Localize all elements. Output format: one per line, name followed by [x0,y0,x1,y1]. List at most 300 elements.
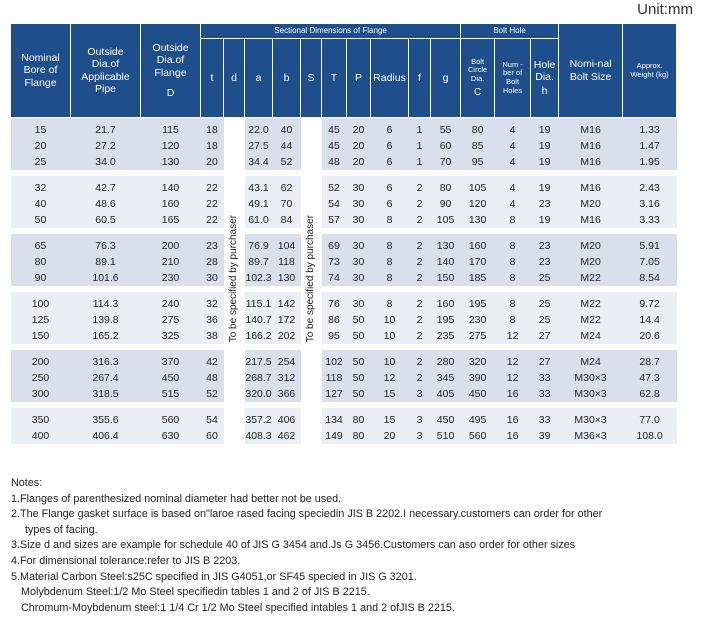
cell-P: 20 [347,154,371,170]
cell-g: 235 [431,328,461,344]
cell-g: 60 [431,138,461,154]
cell-bolt-holes: 8 [495,212,531,228]
cell-f: 2 [409,312,431,328]
cell-a: 34.4 [245,154,273,170]
cell-nominal-bore: 32 [11,176,71,196]
cell-bolt-circle: 560 [461,428,495,444]
cell-bolt-circle: 390 [461,370,495,386]
header-s: S [301,39,322,118]
cell-b: 406 [273,408,301,428]
table-row [11,196,697,212]
cell-T: 57 [322,212,347,228]
cell-P: 20 [347,138,371,154]
cell-outside-dia-pipe: 34.0 [71,154,141,170]
cell-outside-dia-flange: 240 [141,292,201,312]
cell-g: 405 [431,386,461,402]
cell-f: 2 [409,370,431,386]
header-number-of-bolt-holes: Num -ber of Bolt Holes [495,39,531,118]
cell-f: 2 [409,270,431,286]
cell-nominal-bore: 150 [11,328,71,344]
cell-t: 42 [201,350,224,370]
cell-bolt-circle: 95 [461,154,495,170]
cell-bolt-size: M30×3 [559,408,623,428]
header-nominal-bore: Nominal Bore of Flange [11,24,71,118]
header-sectional-dimensions: Sectional Dimensions of Flange [201,24,461,39]
cell-hole-dia: 27 [531,328,559,344]
cell-g: 140 [431,254,461,270]
cell-f: 2 [409,254,431,270]
cell-a: 43.1 [245,176,273,196]
cell-bolt-holes: 12 [495,370,531,386]
cell-bolt-circle: 170 [461,254,495,270]
cell-bolt-size: M20 [559,234,623,254]
cell-bolt-size: M22 [559,292,623,312]
cell-outside-dia-pipe: 60.5 [71,212,141,228]
cell-f: 2 [409,328,431,344]
cell-nominal-bore: 20 [11,138,71,154]
cell-b: 118 [273,254,301,270]
cell-bolt-holes: 16 [495,428,531,444]
table-row [11,328,697,344]
table-row [11,118,697,139]
cell-weight: 3.33 [623,212,677,228]
cell-bolt-holes: 12 [495,328,531,344]
cell-bolt-size: M22 [559,312,623,328]
cell-bolt-holes: 4 [495,176,531,196]
cell-weight: 1.95 [623,154,677,170]
cell-a: 22.0 [245,118,273,139]
cell-nominal-bore: 25 [11,154,71,170]
cell-P: 50 [347,312,371,328]
cell-t: 60 [201,428,224,444]
cell-a: 140.7 [245,314,272,326]
table-row [11,138,697,154]
cell-b: 172 [273,312,301,328]
cell-outside-dia-pipe: 48.6 [71,196,141,212]
cell-bolt-circle: 120 [461,196,495,212]
table-row [11,408,697,428]
cell-outside-dia-pipe: 42.7 [71,176,141,196]
cell-g: 345 [431,370,461,386]
cell-a: 76.9 [245,234,273,254]
cell-T: 54 [322,196,347,212]
cell-T: 45 [322,138,347,154]
header-outside-dia-pipe: Outside Dia.of Applicable Pipe [71,24,141,118]
cell-weight: 8.54 [623,270,677,286]
cell-hole-dia: 23 [531,254,559,270]
table-row [11,428,697,444]
cell-P: 30 [347,212,371,228]
cell-outside-dia-flange: 130 [141,154,201,170]
cell-outside-dia-flange: 450 [141,370,201,386]
cell-hole-dia: 25 [531,312,559,328]
cell-P: 50 [347,386,371,402]
cell-b: 52 [273,154,301,170]
header-hole-dia [531,39,559,118]
cell-P: 30 [347,292,371,312]
table-row [11,176,697,196]
cell-bolt-holes: 4 [495,196,531,212]
cell-bolt-circle: 105 [461,176,495,196]
cell-bolt-size: M16 [559,154,623,170]
cell-outside-dia-pipe: 76.3 [71,234,141,254]
cell-t: 54 [201,408,224,428]
cell-T: 52 [322,176,347,196]
cell-bolt-size: M20 [559,196,623,212]
note-2-continued: types of facing. [25,523,98,536]
cell-bolt-size: M16 [559,118,623,139]
cell-P: 30 [347,176,371,196]
cell-b: 366 [273,386,301,402]
header-hole-dia-symbol: h [541,85,548,98]
table-row [11,254,697,270]
cell-bolt-circle: 450 [461,386,495,402]
cell-outside-dia-pipe: 267.4 [71,370,141,386]
cell-t: 52 [201,386,224,402]
cell-T: 102 [322,350,347,370]
column-d-note [224,118,245,445]
cell-radius: 6 [371,118,409,139]
cell-bolt-circle: 495 [461,408,495,428]
table-row [11,154,697,170]
cell-f: 2 [409,212,431,228]
cell-a: 49.1 [245,196,273,212]
cell-g: 105 [431,212,461,228]
cell-a: 61.0 [245,212,273,228]
header-g: g [431,39,461,118]
note-1: 1.Flanges of parenthesized nominal diameter had better not be used. [11,492,342,505]
cell-outside-dia-flange: 515 [141,386,201,402]
column-s-note [301,118,322,445]
cell-g: 160 [431,292,461,312]
cell-bolt-size: M24 [559,328,623,344]
cell-t: 22 [201,212,224,228]
cell-weight: 5.91 [623,234,677,254]
cell-outside-dia-pipe: 101.6 [71,270,141,286]
header-p: P [347,39,371,118]
cell-bolt-size: M22 [559,270,623,286]
cell-a: 27.5 [245,138,273,154]
cell-hole-dia: 25 [531,292,559,312]
cell-f: 2 [409,350,431,370]
cell-f: 3 [409,408,431,428]
cell-bolt-holes: 8 [495,270,531,286]
cell-bolt-holes: 16 [495,386,531,402]
cell-g: 195 [431,312,461,328]
cell-outside-dia-flange: 230 [141,270,201,286]
header-f: f [409,39,431,118]
cell-bolt-circle: 195 [461,292,495,312]
cell-bolt-size: M30×3 [559,386,623,402]
cell-b: 142 [273,292,301,312]
cell-g: 450 [431,408,461,428]
cell-nominal-bore: 100 [11,292,71,312]
cell-f: 3 [409,428,431,444]
cell-f: 1 [409,154,431,170]
cell-nominal-bore: 65 [11,234,71,254]
cell-t: 18 [201,138,224,154]
cell-f: 1 [409,138,431,154]
cell-P: 50 [347,328,371,344]
cell-outside-dia-pipe: 165.2 [71,328,141,344]
cell-bolt-size: M36×3 [559,428,623,444]
cell-hole-dia: 19 [531,212,559,228]
cell-a: 89.7 [245,254,273,270]
table-row [11,234,697,254]
cell-bolt-holes: 8 [495,312,531,328]
header-outside-dia-flange-symbol: D [166,86,175,99]
unit-label: Unit:mm [637,1,693,18]
header-bolt-circle-label: Bolt Circle Dia. [467,56,488,84]
header-bolt-circle-dia [461,39,495,118]
cell-T: 48 [322,154,347,170]
cell-outside-dia-flange: 630 [141,428,201,444]
cell-t: 28 [201,254,224,270]
cell-nominal-bore: 300 [11,386,71,402]
cell-weight: 1.33 [623,118,677,139]
cell-b: 44 [273,138,301,154]
header-outside-dia-flange [141,24,201,118]
cell-P: 30 [347,196,371,212]
note-5-chromium: Chromum-Moybdenum steel:1 1/4 Cr 1/2 Mo Steel specified intables 1 and 2 ofJIS B 2215. [21,601,455,614]
cell-radius: 6 [371,154,409,170]
vertical-note-text: To be specified by purchaser [228,214,239,343]
cell-weight: 14.4 [623,312,677,328]
cell-T: 73 [322,254,347,270]
cell-a: 357.2 [245,408,273,428]
cell-t: 36 [201,312,224,328]
cell-outside-dia-pipe: 89.1 [71,254,141,270]
cell-weight: 2.43 [623,176,677,196]
table-row [11,292,697,312]
cell-T: 74 [322,270,347,286]
header-a: a [245,39,273,118]
header-bolt-hole: Bolt Hole [461,24,559,39]
cell-a: 268.7 [245,372,272,384]
cell-bolt-size: M30×3 [559,370,623,386]
cell-g: 80 [431,176,461,196]
cell-nominal-bore: 90 [11,270,71,286]
cell-bolt-holes: 4 [495,138,531,154]
cell-outside-dia-flange: 200 [141,234,201,254]
header-t-upper: T [322,39,347,118]
cell-t: 32 [201,292,224,312]
cell-T: 86 [322,312,347,328]
cell-T: 69 [322,234,347,254]
header-d: d [224,39,245,118]
cell-g: 280 [431,350,461,370]
cell-radius: 20 [371,428,409,444]
cell-f: 2 [409,292,431,312]
cell-g: 150 [431,270,461,286]
cell-radius: 12 [371,370,409,386]
cell-outside-dia-pipe: 355.6 [71,408,141,428]
cell-outside-dia-flange: 115 [141,118,201,139]
table-row [11,212,697,228]
cell-outside-dia-flange: 325 [141,328,201,344]
cell-outside-dia-flange: 275 [141,312,201,328]
note-4: 4.For dimensional tolerance:refer to JIS B 2203. [11,554,241,567]
vertical-note-text: To be specified by purchaser [305,214,316,343]
cell-radius: 10 [371,328,409,344]
cell-g: 55 [431,118,461,139]
cell-radius: 15 [371,408,409,428]
cell-bolt-circle: 275 [461,328,495,344]
cell-T: 134 [322,408,347,428]
cell-outside-dia-flange: 120 [141,138,201,154]
cell-radius: 6 [371,138,409,154]
cell-bolt-size: M16 [559,176,623,196]
cell-nominal-bore: 400 [11,428,71,444]
cell-bolt-holes: 4 [495,154,531,170]
cell-b: 254 [273,350,301,370]
notes-section [11,476,602,616]
cell-g: 130 [431,234,461,254]
cell-b: 104 [273,234,301,254]
cell-P: 50 [347,370,371,386]
cell-hole-dia: 33 [531,408,559,428]
cell-bolt-circle: 80 [461,118,495,139]
cell-T: 149 [322,428,347,444]
cell-bolt-size: M24 [559,350,623,370]
cell-nominal-bore: 125 [11,312,71,328]
note-3: 3.Size d and sizes are example for schedule 40 of JIS G 3454 and.Js G 3456.Customers can aso order for other sizes [11,539,576,552]
cell-hole-dia: 23 [531,234,559,254]
cell-b: 62 [273,176,301,196]
cell-radius: 6 [371,196,409,212]
cell-hole-dia: 19 [531,176,559,196]
cell-hole-dia: 23 [531,196,559,212]
table-row [11,386,697,402]
notes-title: Notes: [11,477,43,489]
header-approx-weight: Approx. Weight (kg) [623,24,677,118]
cell-bolt-size: M16 [559,138,623,154]
cell-g: 70 [431,154,461,170]
cell-radius: 10 [371,350,409,370]
cell-a: 217.5 [245,350,273,370]
cell-f: 2 [409,196,431,212]
cell-t: 38 [201,328,224,344]
note-5: 5.Material Carbon Steel:s25C specified in JIS G4051,or SF45 specied in JIS G 3201. [11,570,417,583]
cell-weight: 7.05 [623,254,677,270]
cell-radius: 8 [371,212,409,228]
cell-weight: 28.7 [623,350,677,370]
cell-hole-dia: 19 [531,118,559,139]
cell-b: 202 [273,328,301,344]
cell-weight: 47.3 [623,370,677,386]
cell-b: 40 [273,118,301,139]
cell-weight: 1.47 [623,138,677,154]
cell-bolt-holes: 8 [495,254,531,270]
cell-outside-dia-pipe: 21.7 [71,118,141,139]
cell-t: 18 [201,118,224,139]
cell-P: 20 [347,118,371,139]
table-row [11,350,697,370]
cell-a: 166.2 [245,330,272,342]
cell-a: 102.3 [245,272,272,284]
cell-bolt-circle: 85 [461,138,495,154]
cell-nominal-bore: 15 [11,118,71,139]
cell-outside-dia-flange: 165 [141,212,201,228]
cell-hole-dia: 25 [531,270,559,286]
cell-bolt-circle: 160 [461,234,495,254]
cell-outside-dia-pipe: 114.3 [71,292,141,312]
cell-b: 70 [273,196,301,212]
cell-outside-dia-pipe: 318.5 [71,386,141,402]
cell-b: 130 [273,270,301,286]
cell-t: 22 [201,176,224,196]
cell-outside-dia-pipe: 406.4 [71,428,141,444]
cell-radius: 8 [371,234,409,254]
cell-T: 45 [322,118,347,139]
cell-weight: 9.72 [623,292,677,312]
header-outside-dia-flange-label: Outside Dia.of Flange [152,42,189,79]
cell-hole-dia: 27 [531,350,559,370]
cell-radius: 8 [371,270,409,286]
cell-P: 30 [347,270,371,286]
cell-t: 22 [201,196,224,212]
cell-radius: 10 [371,312,409,328]
cell-nominal-bore: 200 [11,350,71,370]
cell-t: 48 [201,370,224,386]
cell-P: 30 [347,254,371,270]
note-5-molybdenum: Molybdenum Steel:1/2 Mo Steel specifiedin tables 1 and 2 of JIS B 2215. [21,586,370,599]
cell-nominal-bore: 350 [11,408,71,428]
cell-outside-dia-pipe: 139.8 [71,312,141,328]
cell-t: 20 [201,154,224,170]
cell-P: 80 [347,408,371,428]
cell-bolt-circle: 185 [461,270,495,286]
cell-a: 115.1 [245,292,273,312]
cell-weight: 62.8 [623,386,677,402]
cell-bolt-size: M20 [559,254,623,270]
cell-bolt-holes: 8 [495,292,531,312]
cell-bolt-circle: 230 [461,312,495,328]
cell-outside-dia-flange: 560 [141,408,201,428]
cell-b: 462 [273,428,301,444]
cell-hole-dia: 39 [531,428,559,444]
cell-outside-dia-pipe: 27.2 [71,138,141,154]
flange-dimension-table [10,23,696,444]
cell-bolt-size: M16 [559,212,623,228]
cell-radius: 6 [371,176,409,196]
cell-nominal-bore: 50 [11,212,71,228]
cell-weight: 3.16 [623,196,677,212]
cell-radius: 8 [371,254,409,270]
cell-bolt-circle: 130 [461,212,495,228]
cell-f: 2 [409,234,431,254]
cell-T: 127 [322,386,347,402]
cell-hole-dia: 19 [531,154,559,170]
table-row [11,312,697,328]
cell-bolt-circle: 320 [461,350,495,370]
cell-g: 510 [431,428,461,444]
cell-outside-dia-pipe: 316.3 [71,350,141,370]
header-radius: Radius [371,39,409,118]
cell-T: 118 [322,370,347,386]
cell-bolt-holes: 16 [495,408,531,428]
cell-bolt-holes: 8 [495,234,531,254]
cell-t: 30 [201,270,224,286]
cell-outside-dia-flange: 370 [141,350,201,370]
cell-bolt-holes: 12 [495,350,531,370]
table-row [11,270,697,286]
cell-weight: 108.0 [623,428,677,444]
header-b: b [273,39,301,118]
header-hole-dia-label: Hole Dia. [533,58,556,83]
cell-radius: 8 [371,292,409,312]
cell-f: 1 [409,118,431,139]
